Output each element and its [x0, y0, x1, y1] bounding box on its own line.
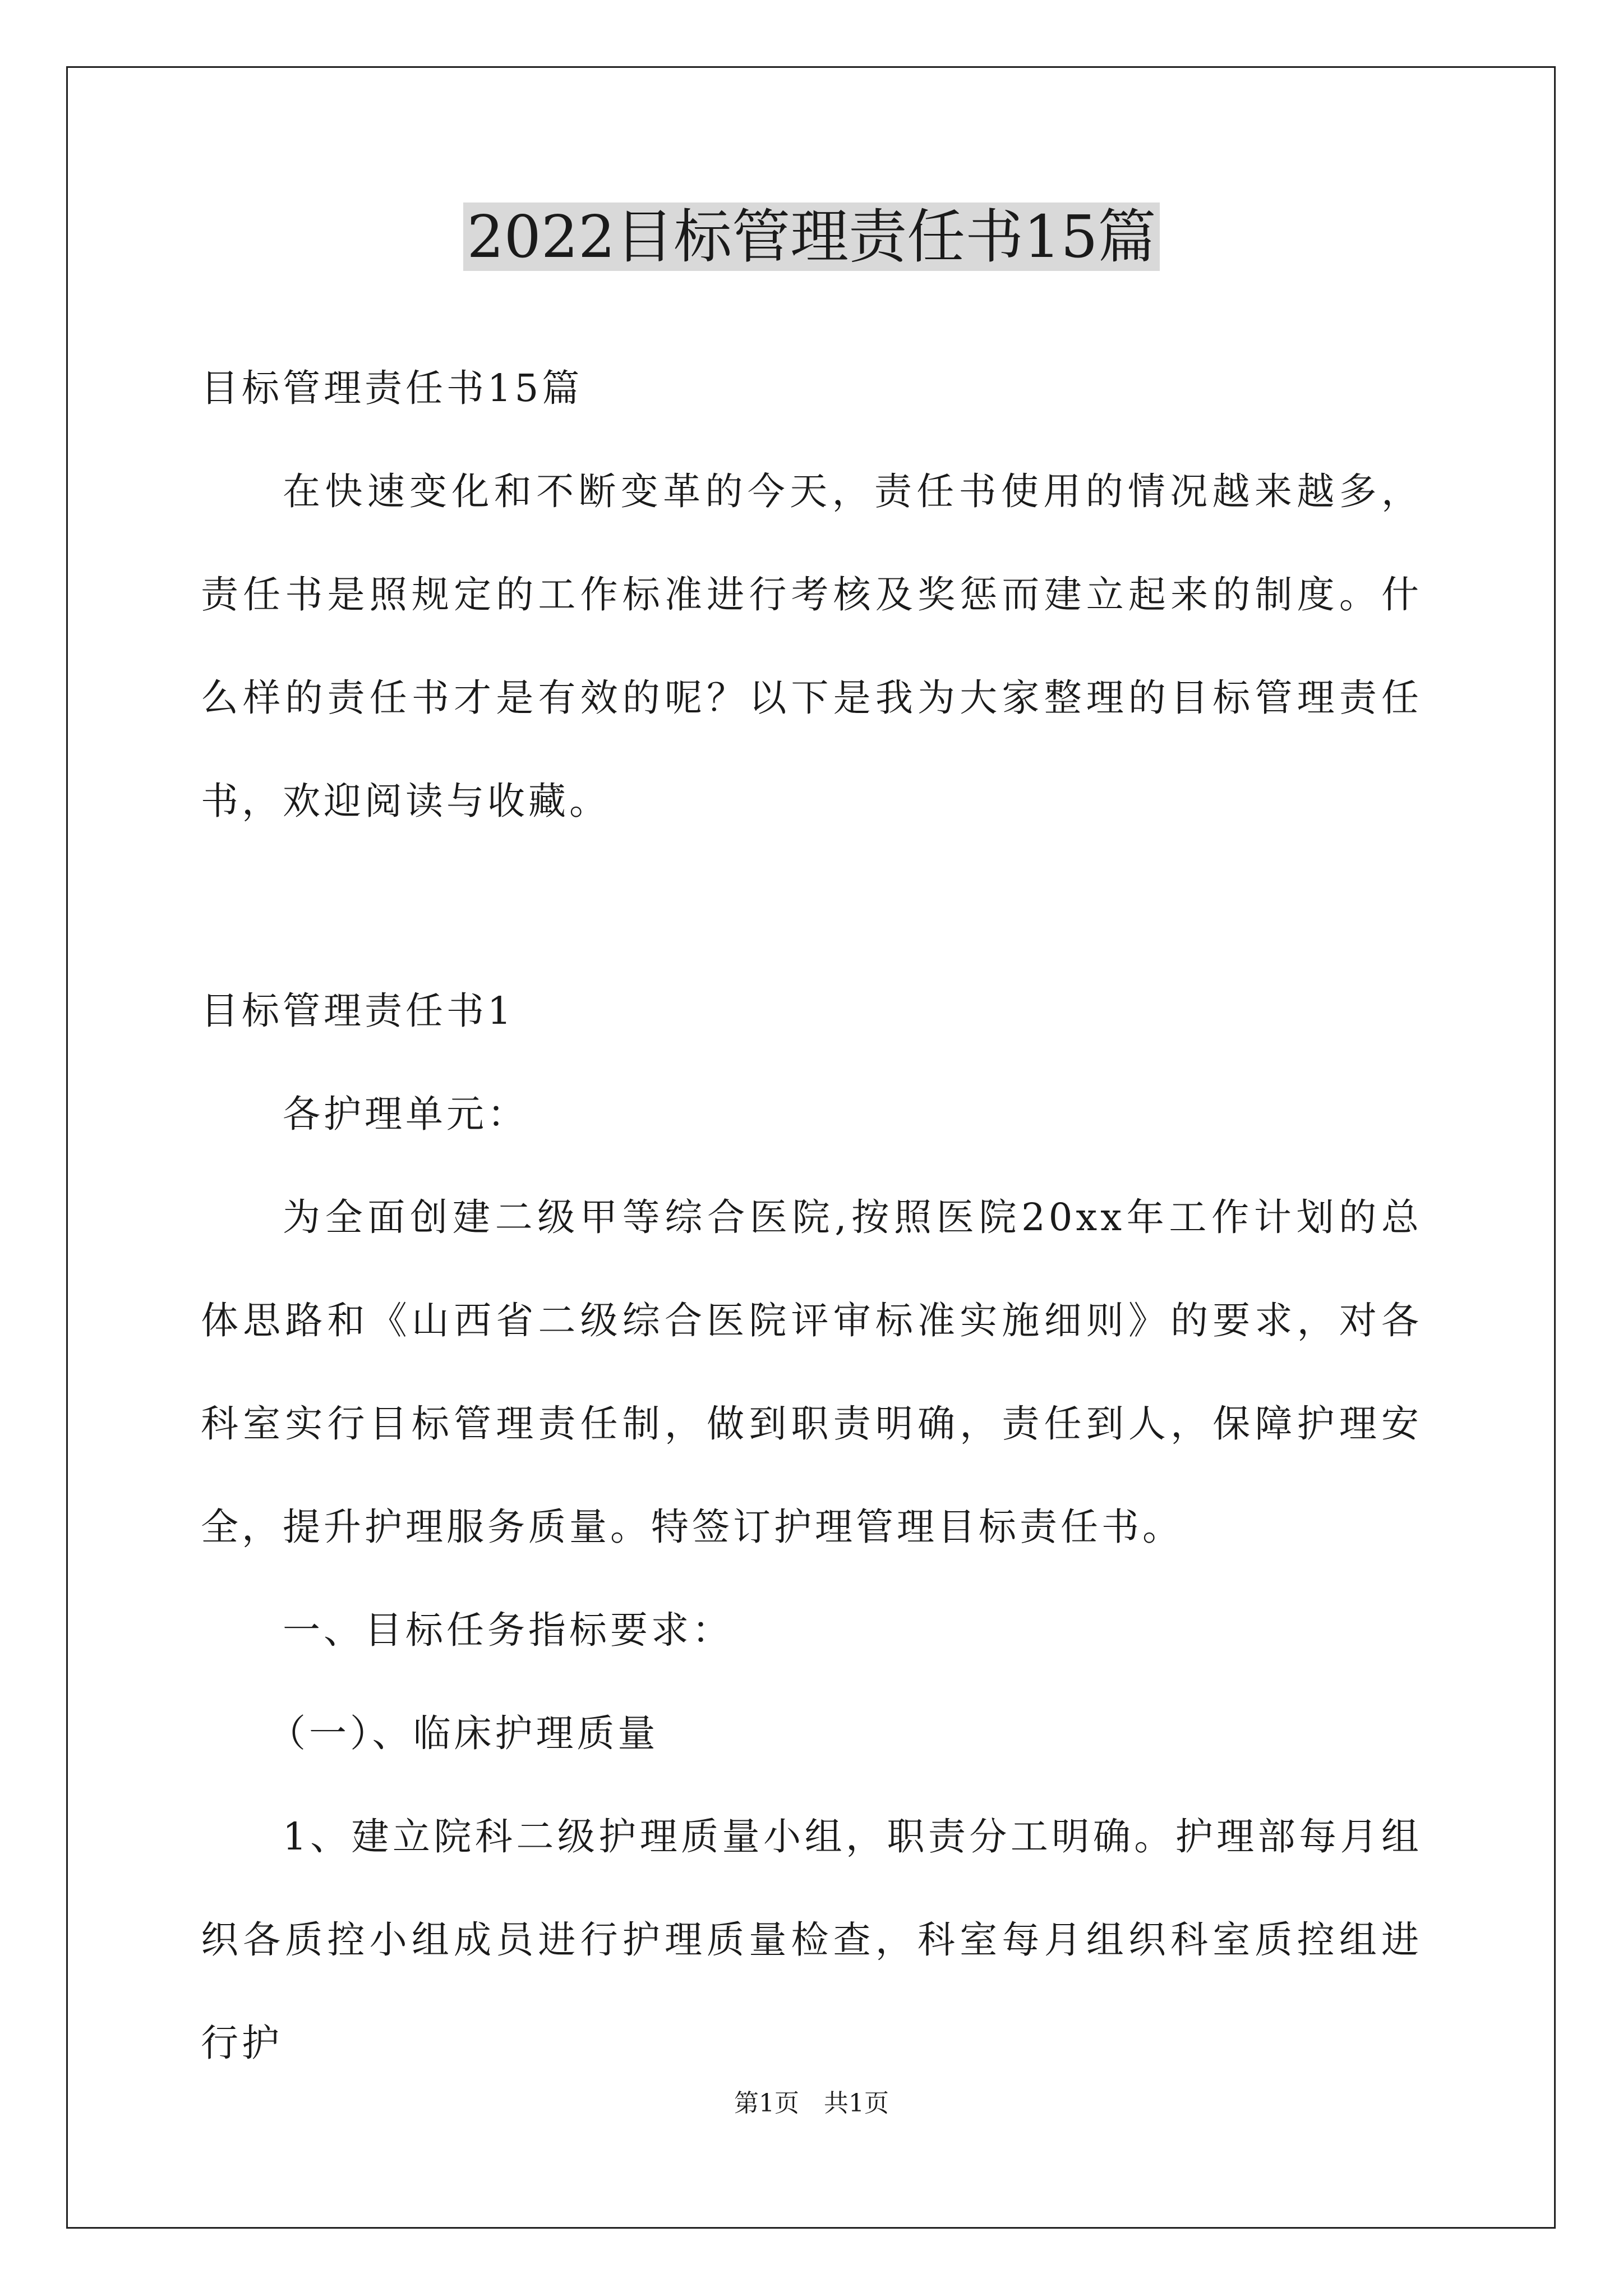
subtitle: 目标管理责任书15篇	[201, 366, 583, 410]
title-text: 2022目标管理责任书15篇	[463, 203, 1159, 271]
spacer	[201, 853, 1422, 959]
body-paragraph: 为全面创建二级甲等综合医院,按照医院20xx年工作计划的总体思路和《山西省二级综合医院评审标准实施细则》的要求，对各科室实行目标管理责任制，做到职责明确，责任到人，保障护理安全，提升护理服务质量。特签订护理管理目标责任书。	[201, 1195, 1422, 1549]
salutation: 各护理单元：	[283, 1092, 528, 1136]
list-item: 一、目标任务指标要求：	[283, 1608, 733, 1652]
list-item-paragraph: 1、建立院科二级护理质量小组，职责分工明确。护理部每月组织各质控小组成员进行护理质量检查，科室每月组织科室质控组进行护	[201, 1815, 1422, 2065]
list-item: （一）、临床护理质量	[268, 1711, 659, 1755]
document-body	[201, 337, 1422, 2095]
page-footer: 第1页 共1页	[734, 2089, 889, 2118]
section-heading: 目标管理责任书1	[201, 989, 515, 1033]
intro-paragraph: 在快速变化和不断变革的今天，责任书使用的情况越来越多，责任书是照规定的工作标准进行考核及奖惩而建立起来的制度。什么样的责任书才是有效的呢？以下是我为大家整理的目标管理责任书，欢迎阅读与收藏。	[201, 470, 1422, 823]
document-title	[0, 197, 1623, 276]
